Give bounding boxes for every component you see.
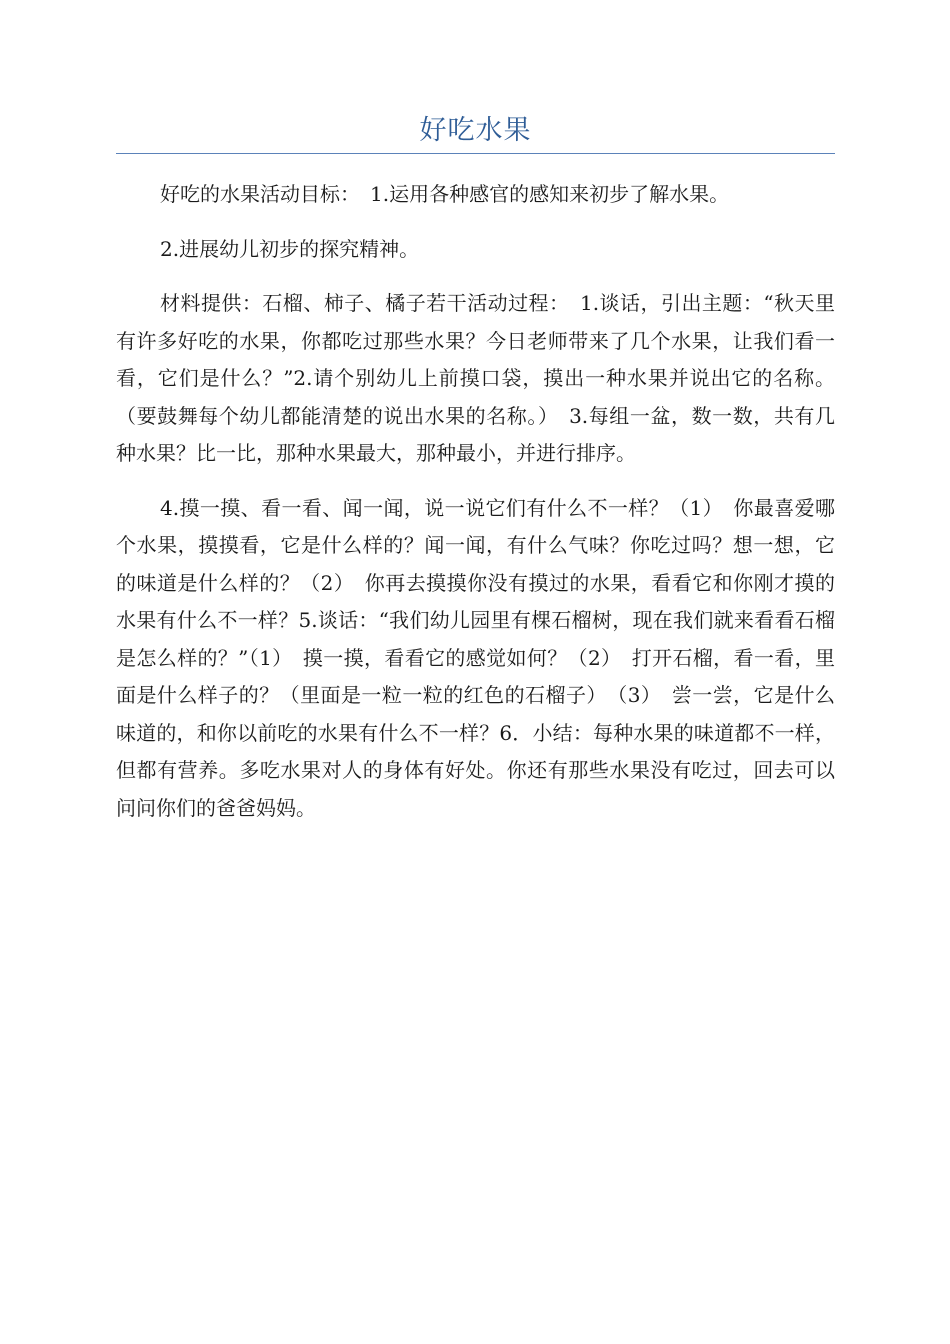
document-title: 好吃水果: [419, 115, 532, 146]
paragraph-activities: 4.摸一摸、看一看、闻一闻，说一说它们有什么不一样？（1） 你最喜爱哪个水果，摸摸看，它是什么样的？闻一闻，有什么气味？你吃过吗？想一想，它的味道是什么样的？（2） 你再去摸摸你没有摸过的水果，看看它和你刚才摸的水果有什么不一样？5.谈话：“我们幼儿园里有棵石榴树，现在我们就来看看石榴是怎么样的？”（1） 摸一摸，看看它的感觉如何？（2） 打开石榴，看一看，里面是什么样子的？（里面是一粒一粒的红色的石榴子） （3） 尝一尝，它是什么味道的，和你以前吃的水果有什么不一样？6．小结：每种水果的味道都不一样，但都有营养。多吃水果对人的身体有好处。你还有那些水果没有吃过，回去可以问问你们的爸爸妈妈。: [116, 495, 835, 820]
title-underline: [116, 153, 835, 154]
paragraph-objective-2: 2.进展幼儿初步的探究精神。: [160, 236, 420, 261]
paragraph-objective-1: 好吃的水果活动目标： 1.运用各种感官的感知来初步了解水果。: [160, 182, 730, 206]
paragraph-materials-process: 材料提供：石榴、柿子、橘子若干活动过程： 1.谈话，引出主题：“秋天里有许多好吃的水果，你都吃过那些水果？今日老师带来了几个水果，让我们看一看，它们是什么？”2.请个别幼儿上前摸口袋，摸出一种水果并说出它的名称。（要鼓舞每个幼儿都能清楚的说出水果的名称。） 3.每组一盆，数一数，共有几种水果？比一比，那种水果最大，那种最小，并进行排序。: [116, 291, 835, 465]
document-body: [116, 176, 835, 844]
